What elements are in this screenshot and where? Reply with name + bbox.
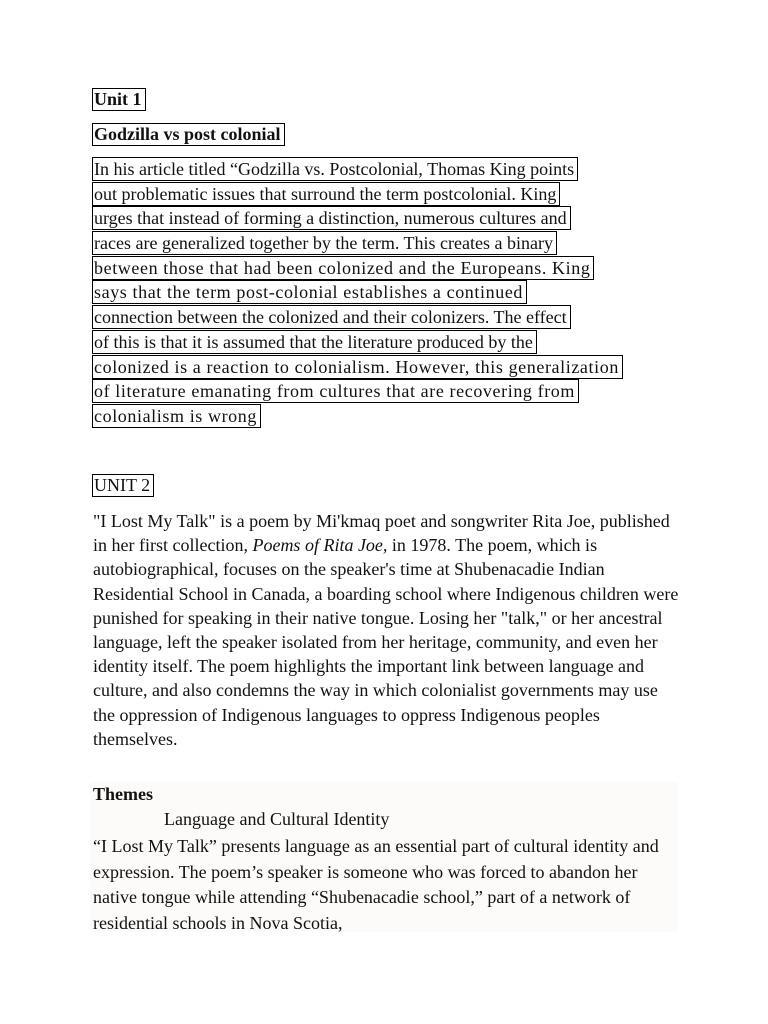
unit1-line: [92, 182, 692, 207]
unit1-line: [92, 231, 692, 256]
theme-paragraph: “I Lost My Talk” presents language as an essential part of cultural identity and expression. The poem’s speaker is someone who was forced to abandon her native tongue while attending “Shubenacadie school,” part of a network of residential schools in Nova Scotia,: [93, 836, 659, 933]
unit1-line: [92, 355, 692, 380]
unit1-line-text: of literature emanating from cultures that are recovering from: [92, 379, 579, 403]
unit1-subheading-text: Godzilla vs post colonial: [92, 123, 285, 146]
unit1-line-text: colonized is a reaction to colonialism. However, this generalization: [92, 355, 623, 379]
theme-subheading: Language and Cultural Identity: [164, 809, 390, 829]
unit1-subheading: [92, 123, 285, 146]
unit1-line-text: races are generalized together by the term. This creates a binary: [92, 231, 557, 255]
unit1-line-text: connection between the colonized and their colonizers. The effect: [92, 305, 571, 329]
unit1-line: [92, 157, 692, 182]
unit1-line-text: says that the term post-colonial establishes a continued: [92, 280, 527, 304]
unit1-line: [92, 206, 692, 231]
themes-heading: Themes: [93, 784, 153, 804]
unit1-line: [92, 330, 692, 355]
unit2-paragraph: [93, 509, 683, 751]
unit1-line: [92, 379, 692, 404]
unit1-line-text: of this is that it is assumed that the literature produced by the: [92, 330, 537, 354]
book-title: Poems of Rita Joe,: [252, 535, 388, 556]
unit1-line-text: colonialism is wrong: [92, 404, 261, 428]
unit2-heading: [92, 474, 154, 497]
unit1-line-text: out problematic issues that surround the term postcolonial. King: [92, 182, 560, 206]
unit2-paragraph-rest: in 1978. The poem, which is autobiographical, focuses on the speaker's time at Shubenacadie Indian Residential School in Canada, a boarding school where Indigenous children were punished for speaking in their native tongue. Losing her "talk," or her ancestral language, left the speaker isolated from her heritage, community, and even her identity itself. The poem highlights the important link between language and culture, and also condemns the way in which colonialist governments may use the oppression of Indigenous languages to oppress Indigenous peoples themselves.: [93, 535, 679, 749]
unit1-line-text: urges that instead of forming a distinction, numerous cultures and: [92, 206, 571, 230]
unit1-line: [92, 256, 692, 281]
unit1-line-text: In his article titled “Godzilla vs. Postcolonial, Thomas King points: [92, 157, 578, 181]
unit1-line: [92, 404, 692, 429]
unit1-heading-text: Unit 1: [92, 88, 146, 111]
unit1-line-text: between those that had been colonized and the Europeans. King: [92, 256, 594, 280]
unit1-line: [92, 280, 692, 305]
unit2-paragraph-start: "I Lost My Talk" is a poem by Mi'kmaq poet and songwriter Rita Joe, published in her first collection,: [93, 511, 670, 556]
unit1-paragraph: [92, 157, 692, 429]
unit2-heading-text: UNIT 2: [92, 474, 154, 497]
unit1-heading: [92, 88, 146, 111]
unit1-line: [92, 305, 692, 330]
